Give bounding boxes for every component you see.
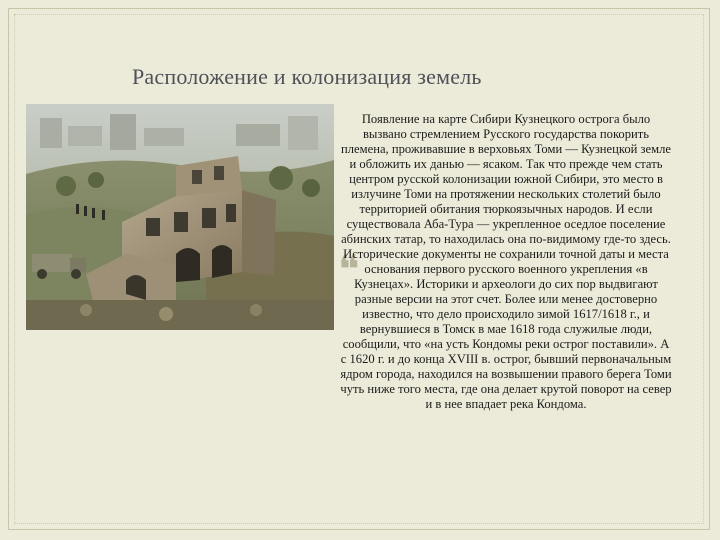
fortress-ruins-photo	[26, 104, 334, 330]
slide-title: Расположение и колонизация земель	[132, 64, 482, 89]
quote-mark-icon: ❝	[338, 247, 360, 293]
body-paragraph: Появление на карте Сибири Кузнецкого острога было вызвано стремлением Русского государства покорить племена, проживавшие в верховьях Томи — Кузнецкой земле и обложить их данью — ясаком. Так что прежде чем стать центром русской колонизации южной Сибири, это место в излучине Томи на протяжении нескольких столетий было территорией обитания тюркоязычных народов. И если существовала Аба-Тура — укрепленное оседлое поселение абинских татар, то находилась она по-видимому где-то здесь. Исторические документы не сохранили точной даты и места основания первого русского военного укрепления «в Кузнецах». Историки и археологи до сих пор выдвигают разные версии на этот счет. Более или менее достоверно известно, что дело происходило зимой 1617/1618 г., и вернувшиеся в Томск в мае 1618 года служилые люди, сообщили, что «на усть Кондомы реки острог поставили». А с 1620 г. и до конца XVIII в. острог, бывший первоначальным ядром города, находился на возвышении правого берега Томи чуть ниже того места, где она делает крутой поворот на север и в нее впадает река Кондома.	[340, 112, 672, 411]
